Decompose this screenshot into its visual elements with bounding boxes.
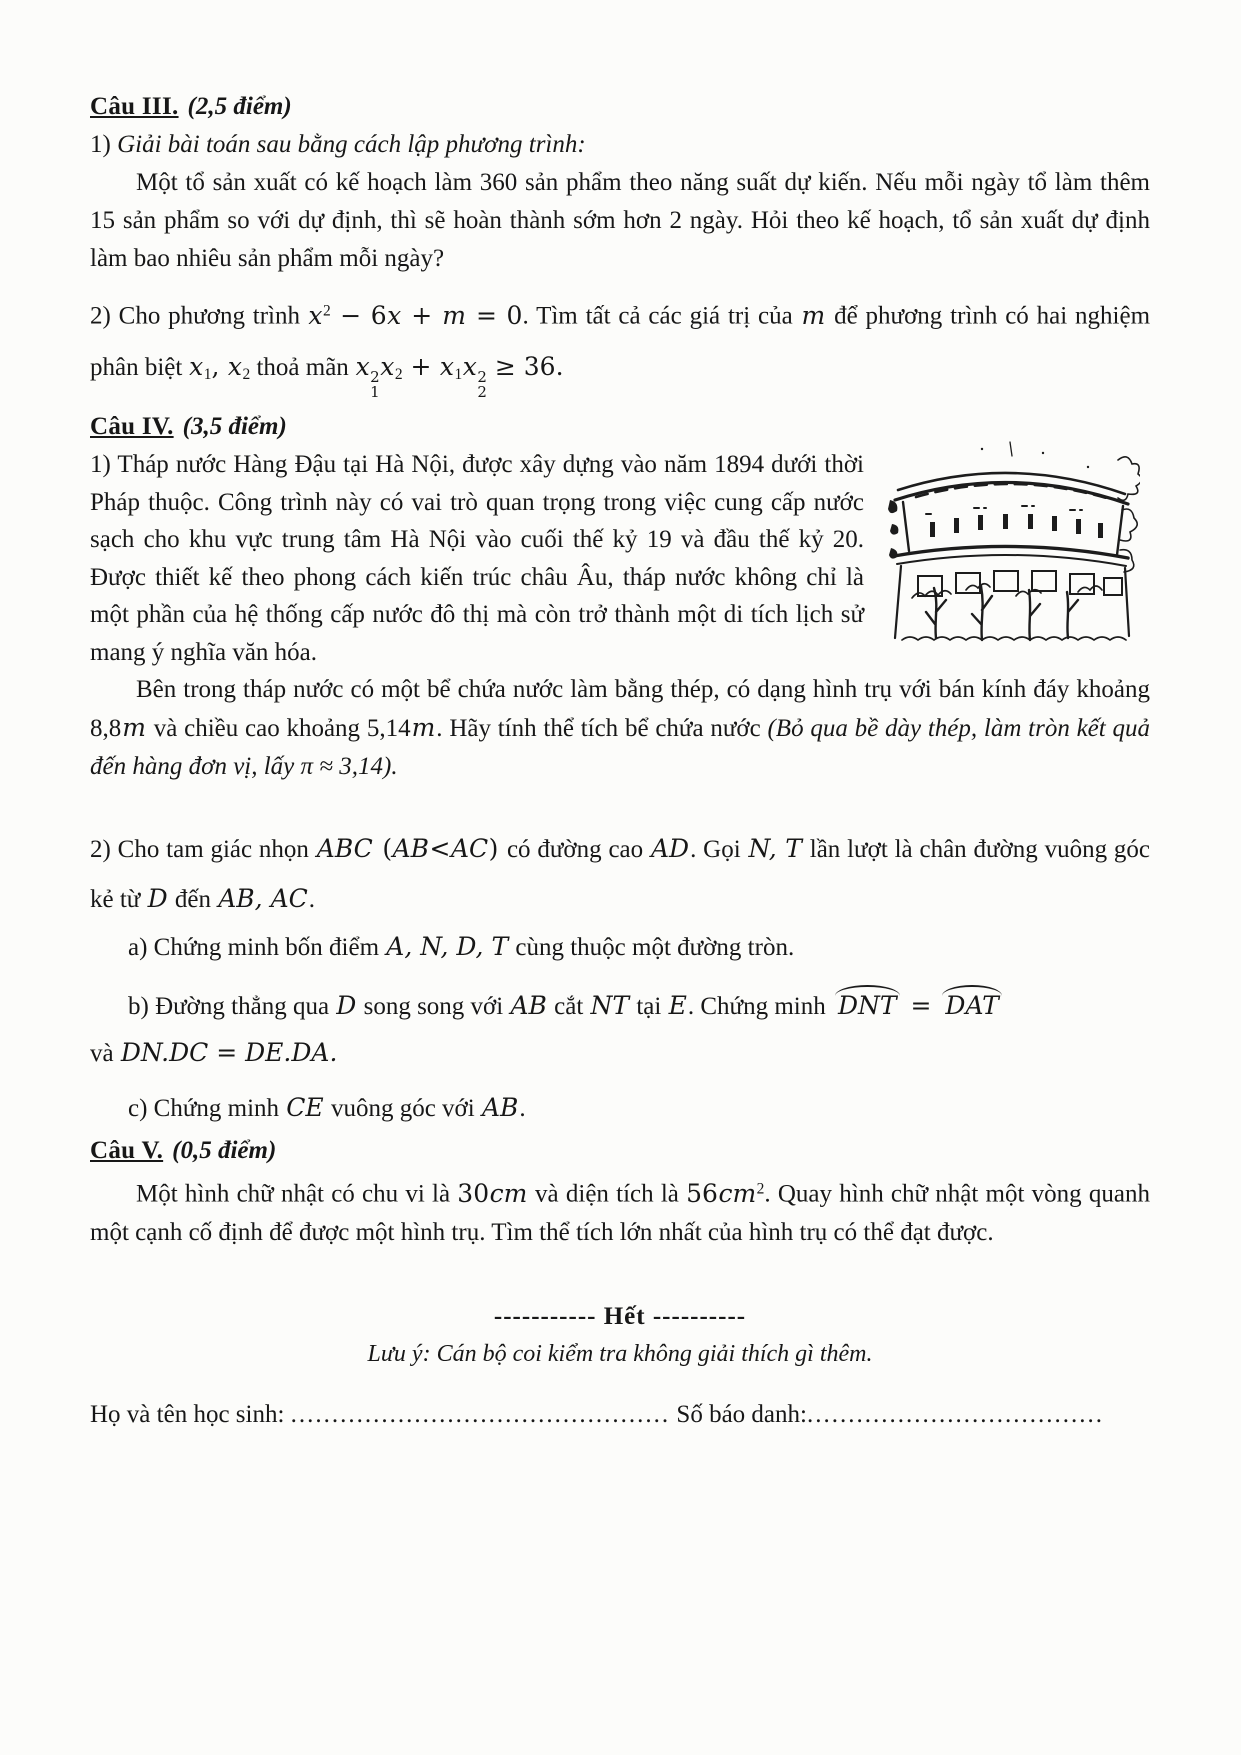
math-roots: x1, x2 [189, 351, 251, 383]
text-run: song song với [357, 993, 510, 1021]
cau4-para1 [90, 446, 1150, 671]
text-run: có đường cao [506, 836, 650, 864]
text-run: 2) Cho tam giác nhọn [90, 836, 316, 864]
end-marker [90, 1298, 1150, 1336]
math-dn-dc-de-da: DN.DC = DE.DA. [120, 1038, 338, 1068]
math-angle-arcs: DNT = DAT [837, 991, 999, 1021]
text-run: Bên trong tháp nước có một bể chứa nước làm bằng thép, có dạng hình trụ với bán kính đáy khoảng 8,8 [90, 676, 1150, 743]
cau4-item2a [90, 924, 1150, 971]
text-run: a) Chứng minh bốn điểm [128, 934, 386, 962]
signature-line [90, 1396, 1150, 1434]
text-run: b) Đường thẳng qua [128, 993, 336, 1021]
text-run: và chiều cao khoảng 5,14 [146, 715, 411, 743]
cau3-points: (2,5 điểm) [187, 93, 292, 120]
math-unit-m: m [122, 713, 146, 743]
cau3-title: Câu III. [90, 93, 179, 120]
cau4-item2 [90, 824, 1150, 924]
proctor-note: Lưu ý: Cán bộ coi kiểm tra không giải thích gì thêm. [367, 1340, 873, 1367]
text-run: c) Chứng minh [128, 1095, 286, 1123]
math-ab: AB [481, 1093, 519, 1123]
cau4-item2b-line2 [90, 1030, 1150, 1077]
math-n-t: N, T [748, 834, 802, 864]
math-ab-ac: AB, AC [218, 884, 308, 914]
text-run: để phương trình có hai nghiệm phân biệt [90, 302, 1151, 381]
text-run: . Tìm tất cả các giá trị của [522, 302, 801, 330]
text-run: . [308, 886, 316, 914]
math-d: D [336, 991, 357, 1021]
text-run: đến [168, 886, 218, 914]
cau5-para [90, 1170, 1150, 1252]
cau3-item1 [90, 126, 1150, 164]
end-dashes-right: ---------- [645, 1302, 747, 1330]
cau4-item2c [90, 1085, 1150, 1132]
text-run: tại [630, 993, 668, 1021]
text-run: 2) Cho phương trình [90, 302, 308, 330]
text-run: . Chứng minh [687, 993, 832, 1021]
text-run: Một hình chữ nhật có chu vi là [136, 1180, 458, 1208]
water-tower-image [882, 440, 1140, 650]
cau5-heading [90, 1132, 1150, 1170]
math-quadratic-equation: $x^2 - 6x + m = 0$ [308, 300, 523, 330]
math-56cm2: $56cm^2$ [686, 1178, 765, 1208]
cau4-para2 [90, 671, 1150, 786]
text-run: cùng thuộc một đường tròn. [509, 934, 795, 962]
end-dashes-left: ----------- [493, 1302, 604, 1330]
text-run: cắt [547, 993, 590, 1021]
cau3-para1: Một tổ sản xuất có kế hoạch làm 360 sản phẩm theo năng suất dự kiến. Nếu mỗi ngày tổ làm thêm 15 sản phẩm so với dự định, thì sẽ hoàn thành sớm hơn 2 ngày. Hỏi theo kế hoạch, tổ sản xuất dự định làm bao nhiêu sản phẩm mỗi ngày? [90, 169, 1150, 272]
text-run: thoả mãn [250, 353, 356, 381]
cau3-item2 [90, 286, 1150, 400]
math-inequality: x 2 1 x2 + x1x 2 2 ≥ 36. [355, 351, 564, 402]
cau4-points: (3,5 điểm) [182, 413, 287, 441]
text-run: . Gọi [690, 836, 748, 864]
math-ab: AB [510, 991, 547, 1021]
cau3-item1-text: Giải bài toán sau bằng cách lập phương trình: [117, 131, 586, 158]
math-unit-m: m [411, 713, 436, 743]
text-run: lần lượt là chân đường vuông góc kẻ từ [90, 836, 1151, 914]
cau4-para1-text: 1) Tháp nước Hàng Đậu tại Hà Nội, được xây dựng vào năm 1894 dưới thời Pháp thuộc. Công trình này có vai trò quan trọng trong việc cung cấp nước sạch cho khu vực trung tâm Hà Nội vào cuối thế kỷ 19 và đầu thế kỷ 20. Được thiết kế theo phong cách kiến trúc châu Âu, tháp nước không chỉ là một phần của hệ thống cấp nước đô thị mà còn trở thành một di tích lịch sử mang ý nghĩa văn hóa. [90, 451, 864, 666]
math-ab-lt-ac: (AB<AC) [373, 834, 507, 864]
text-run: . Quay hình chữ nhật một vòng quanh một cạnh cố định để được một hình trụ. Tìm thể tích lớn nhất của hình trụ có thể đạt được. [90, 1180, 1150, 1246]
end-label: Hết [603, 1302, 646, 1330]
cau4-item2b [90, 983, 1150, 1030]
math-e: E [668, 991, 687, 1021]
candidate-number-blank: .................................... [806, 1400, 1104, 1428]
text-run: và [90, 1040, 120, 1068]
text-run: vuông góc với [324, 1095, 481, 1123]
math-ad: AD [650, 834, 690, 864]
text-run: và diện tích là [527, 1180, 687, 1208]
cau4-para2-note: (Bỏ qua bề dày thép, làm tròn kết quả đến hàng đơn vị, lấy π ≈ 3,14). [90, 715, 1150, 781]
student-name-label: Họ và tên học sinh: [90, 1400, 291, 1428]
text-run: . Hãy tính thể tích bể chứa nước [436, 715, 768, 743]
math-nt: NT [590, 991, 630, 1021]
math-30cm: 30cm [457, 1178, 528, 1208]
cau5-points: (0,5 điểm) [172, 1137, 277, 1165]
cau3-heading [90, 88, 1150, 126]
cau5-title: Câu V. [90, 1137, 164, 1165]
item-number: 1) [90, 131, 118, 158]
math-triangle-abc: ABC [316, 834, 373, 864]
math-var-m: m [801, 300, 826, 330]
student-name-blank: .............................................. [290, 1400, 671, 1428]
math-points-andt: A, N, D, T [386, 932, 509, 962]
cau4-title: Câu IV. [90, 413, 174, 441]
text-run: . [519, 1095, 526, 1123]
math-ce: CE [286, 1093, 324, 1123]
math-d: D [147, 884, 168, 914]
candidate-number-label: Số báo danh: [670, 1400, 807, 1428]
